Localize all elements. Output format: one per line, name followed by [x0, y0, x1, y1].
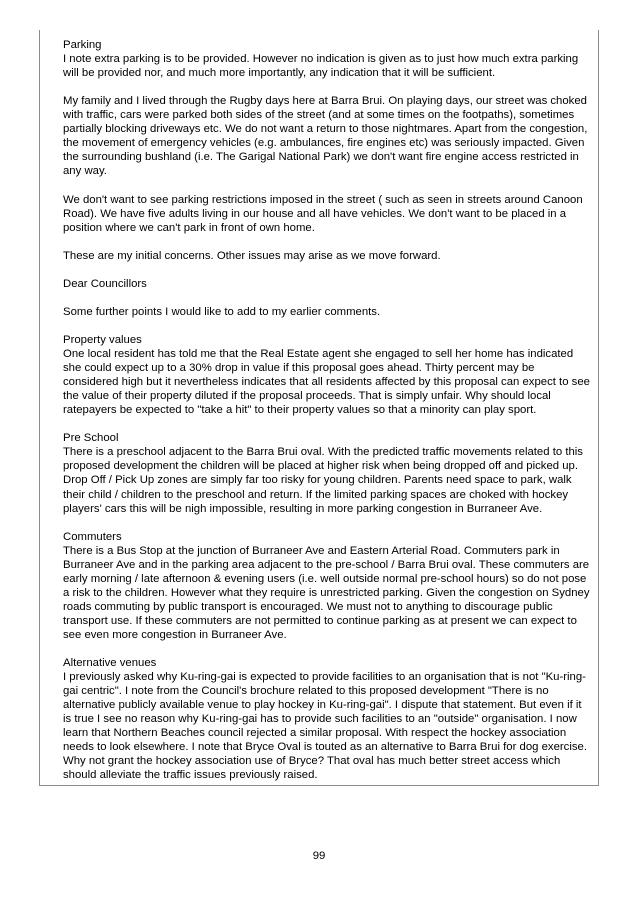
- section-alternative-venues: [63, 656, 591, 782]
- section-heading: Commuters: [63, 530, 122, 543]
- section-body: There is a Bus Stop at the junction of Burraneer Ave and Eastern Arterial Road. Commuters park in Burraneer Ave and in the parking area adjacent to the pre-school / Barra Brui oval. These commuters are early morning / late afternoon & evening users (i.e. well outside normal pre-school hours) so do not pose a risk to the children. However what they require is unrestricted parking. Given the congestion on Sydney roads commuting by public transport is encouraged. We must not to anything to discourage public transport use. If these commuters are not permitted to continue parking as at present we can expect to see even more congestion in Burraneer Ave.: [63, 544, 590, 641]
- section-body: There is a preschool adjacent to the Barra Brui oval. With the predicted traffic movements related to this proposed development the children will be placed at higher risk when being dropped off and picked up. Drop Off / Pick Up zones are simply far too risky for young children. Parents need space to park, walk their child / children to the preschool and return. If the limited parking spaces are choked with hockey players' cars this will be nigh impossible, resulting in more parking congestion in Burraneer Ave.: [63, 446, 583, 515]
- section-heading: Pre School: [63, 432, 119, 445]
- paragraph-rugby-days: My family and I lived through the Rugby days here at Barra Brui. On playing days, our street was choked with traffic, cars were parked both sides of the street (and at some times on the footpaths), sometimes partially blocking driveways etc. We do not want a return to those nightmares. Apart from the congestion, the movement of emergency vehicles (e.g. ambulances, fire engines etc) was seriously impacted. Given the surrounding bushland (i.e. The Garigal National Park) we don't want fire engine access restricted in any way.: [63, 95, 588, 178]
- paragraph-initial-concerns: These are my initial concerns. Other issues may arise as we move forward.: [63, 249, 441, 262]
- page-number: 99: [312, 850, 326, 862]
- section-heading: Alternative venues: [63, 657, 157, 670]
- paragraph-further-points: Some further points I would like to add to my earlier comments.: [63, 305, 381, 318]
- letter-content: [63, 38, 591, 797]
- section-commuters: [63, 530, 591, 642]
- paragraph-salutation: Dear Councillors: [63, 277, 147, 290]
- section-heading: Property values: [63, 333, 142, 346]
- section-pre-school: [63, 431, 591, 515]
- section-parking: [63, 38, 591, 80]
- section-body: One local resident has told me that the Real Estate agent she engaged to sell her home has indicated she could expect up to a 30% drop in value if this proposal goes ahead. Thirty percent may be considered high but it nevertheless indicates that all residents affected by this proposal can expect to see the value of their property diluted if the proposal proceeds. That is simply unfair. Why should local ratepayers be expected to "take a hit" to their property values so that a minority can play sport.: [63, 348, 590, 417]
- section-property-values: [63, 333, 591, 417]
- section-body: I note extra parking is to be provided. However no indication is given as to just how much extra parking will be provided nor, and much more importantly, any indication that it will be sufficient.: [63, 53, 579, 80]
- section-heading: Parking: [63, 39, 102, 51]
- paragraph-parking-restrictions: We don't want to see parking restrictions imposed in the street ( such as seen in streets around Canoon Road). We have five adults living in our house and all have vehicles. We don't want to be placed in a position where we can't park in front of own home.: [63, 193, 583, 234]
- section-body: I previously asked why Ku-ring-gai is expected to provide facilities to an organisation that is not "Ku-ring-gai centric". I note from the Council's brochure related to this proposed development "There is no alternative publicly available venue to play hockey in Ku-ring-gai". I dispute that statement. But even if it is true I see no reason why Ku-ring-gai has to provide such facilities to an "outside" organisation. I now learn that Northern Beaches council rejected a similar proposal. With respect the hockey association needs to look elsewhere. I note that Bryce Oval is touted as an alternative to Barra Brui for dog exercise. Why not grant the hockey association use of Bryce? That oval has much better street access which should alleviate the traffic issues previously raised.: [63, 671, 587, 782]
